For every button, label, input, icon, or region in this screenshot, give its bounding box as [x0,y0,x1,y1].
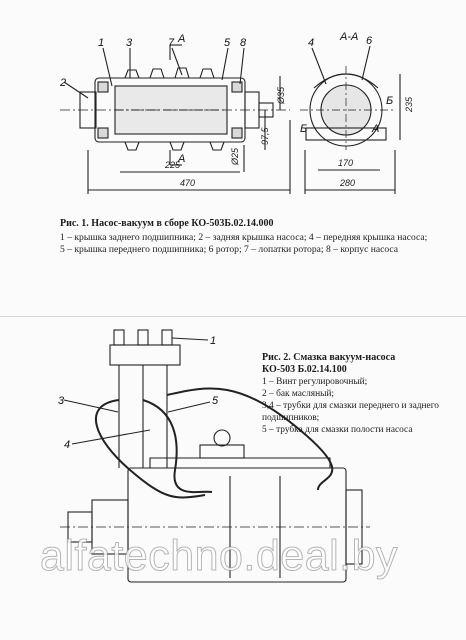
section-aa-label: А-А [340,31,359,43]
figure1-title: Рис. 1. Насос-вакуум в сборе КО-503Б.02.14.000 [60,218,274,229]
figure1-line-2: 5 – крышка переднего подшипника; 6 ротор; 7 – лопатки ротора; 8 – корпус насоса [60,244,399,255]
figure2-caption [262,352,458,436]
dim-width: 280 [340,178,356,188]
dim-part2: 170 [338,158,354,168]
figure2-line-3: 3,4 – трубки для смазки переднего и заднего подшипников; [262,401,439,423]
figure2-line-2: 2 – бак масляный; [262,389,335,399]
fig1-callout-3: 3 [126,37,133,49]
fig1-callout-7: 7 [168,37,175,49]
fig1-callout-8: 8 [240,37,247,49]
page-divider [0,316,466,317]
figure2-title-line2: КО-503 Б.02.14.100 [262,364,347,375]
section-mark-bottom: А [178,153,186,165]
fig1-callout-5: 5 [224,37,231,49]
section-side-label-a: А [372,123,380,135]
pump-side-view [60,45,290,194]
dim-length: 470 [180,178,196,188]
fig1-callout-4: 4 [308,37,315,49]
fig1-callout-2: 2 [60,77,67,89]
section-side-label-left: Б [300,123,308,135]
dim-height-left: 97,5 [260,127,270,145]
dim-small: Ø35 [276,86,286,104]
fig1-callout-1: 1 [98,37,105,49]
watermark-text: alfatechno.deal.by [40,532,399,580]
fig1-callout-6: 6 [366,35,373,47]
fig2-callout-3: 3 [58,395,65,407]
fig2-callout-4: 4 [64,439,71,451]
figure2-line-1: 1 – Винт регулировочный; [262,377,368,387]
figure1-line-1: 1 – крышка заднего подшипника; 2 – задняя крышка насоса; 4 – передняя крышка насоса; [60,231,428,243]
section-mark-top: А [178,33,186,45]
figure1-caption [60,218,460,257]
fig2-callout-1: 1 [210,335,217,347]
pump-section-aa [300,46,400,194]
dim-part: 225 [165,160,181,170]
section-side-label-right: Б [386,95,394,107]
figure2-line-4: 5 – трубка для смазки полости насоса [262,425,413,435]
fig2-callout-5: 5 [212,395,219,407]
figure2-title-line1: Рис. 2. Смазка вакуум-насоса [262,352,396,363]
dim-shaft: Ø25 [230,147,240,165]
dim-height-right: 235 [404,96,414,112]
